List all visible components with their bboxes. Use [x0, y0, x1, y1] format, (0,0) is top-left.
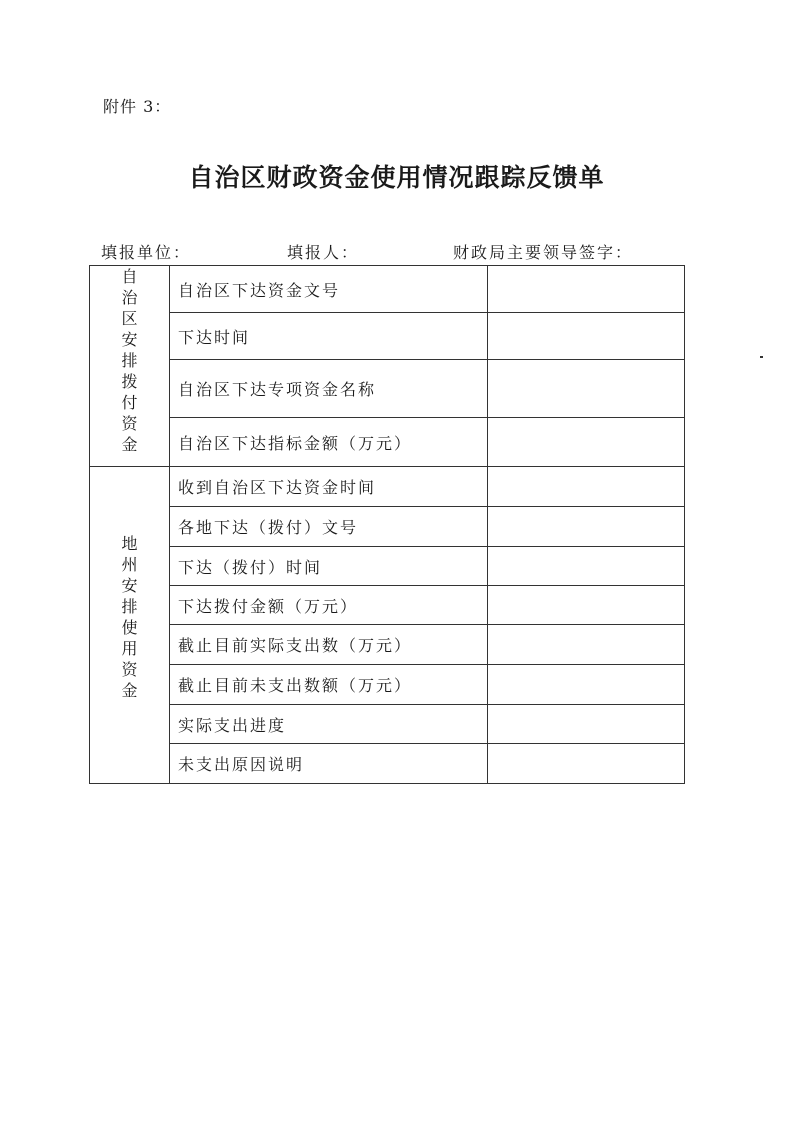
table-row — [90, 586, 685, 625]
group-label-prefecture-usage: 地州安排使用资金 — [90, 467, 170, 784]
row-value-cell[interactable] — [488, 418, 685, 467]
row-value-cell[interactable] — [488, 360, 685, 418]
row-label: 各地下达（拨付）文号 — [170, 507, 488, 547]
row-value-cell[interactable] — [488, 313, 685, 360]
row-label: 未支出原因说明 — [170, 744, 488, 784]
table-row — [90, 547, 685, 586]
row-label: 实际支出进度 — [170, 705, 488, 744]
table-row — [90, 266, 685, 313]
table-row — [90, 665, 685, 705]
row-value-cell[interactable] — [488, 467, 685, 507]
row-value-cell[interactable] — [488, 586, 685, 625]
reporter-label: 填报人： — [287, 243, 360, 262]
reporting-unit-label: 填报单位： — [101, 243, 192, 262]
row-label: 下达拨付金额（万元） — [170, 586, 488, 625]
row-label: 截止目前实际支出数（万元） — [170, 625, 488, 665]
form-title: 自治区财政资金使用情况跟踪反馈单 — [188, 163, 605, 192]
leader-signature-label: 财政局主要领导签字： — [453, 243, 634, 262]
row-label: 自治区下达资金文号 — [170, 266, 488, 313]
row-label: 自治区下达专项资金名称 — [170, 360, 488, 418]
row-value-cell[interactable] — [488, 665, 685, 705]
row-label: 下达（拨付）时间 — [170, 547, 488, 586]
table-row — [90, 625, 685, 665]
scan-speck — [760, 356, 763, 358]
table-row — [90, 744, 685, 784]
table-row — [90, 467, 685, 507]
row-value-cell[interactable] — [488, 625, 685, 665]
row-value-cell[interactable] — [488, 705, 685, 744]
feedback-table — [89, 265, 685, 784]
table-row — [90, 418, 685, 467]
table-row — [90, 313, 685, 360]
row-value-cell[interactable] — [488, 744, 685, 784]
row-value-cell[interactable] — [488, 266, 685, 313]
row-value-cell[interactable] — [488, 547, 685, 586]
row-label: 收到自治区下达资金时间 — [170, 467, 488, 507]
row-value-cell[interactable] — [488, 507, 685, 547]
group-label-region-allocation: 自治区安排拨付资金 — [90, 266, 170, 467]
table-row — [90, 705, 685, 744]
row-label: 下达时间 — [170, 313, 488, 360]
row-label: 自治区下达指标金额（万元） — [170, 418, 488, 467]
attachment-label: 附件 3： — [103, 97, 172, 116]
table-row — [90, 360, 685, 418]
row-label: 截止目前未支出数额（万元） — [170, 665, 488, 705]
table-row — [90, 507, 685, 547]
